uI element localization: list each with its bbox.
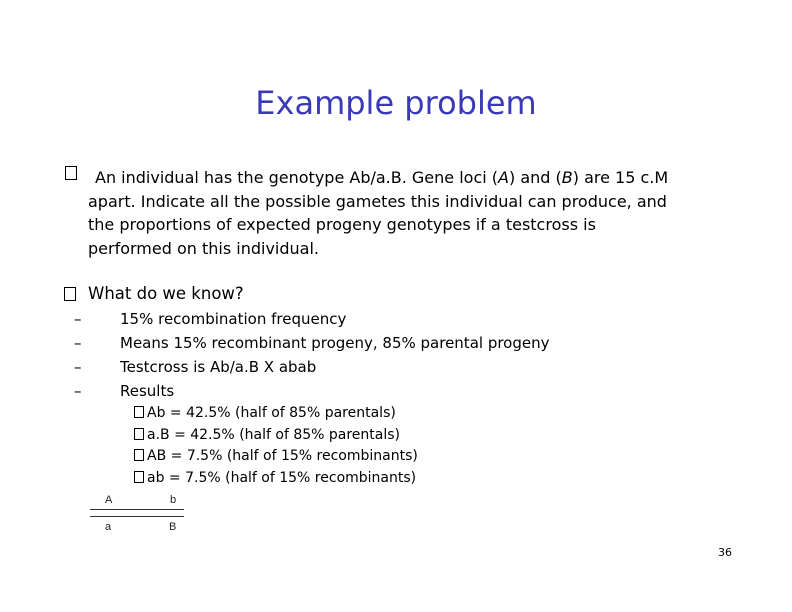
result-item — [134, 405, 396, 421]
locus-b: B — [561, 168, 573, 187]
problem-paragraph — [88, 166, 738, 260]
list-item-text: Means 15% recombinant progeny, 85% parental progeny — [120, 334, 550, 352]
result-item — [134, 448, 418, 464]
list-item-text: Testcross is Ab/a.B X abab — [120, 358, 317, 376]
line1-pre: An individual has the genotype Ab/a.B. Gene loci ( — [95, 168, 499, 187]
paragraph-line-3: the proportions of expected progeny genotypes if a testcross is — [88, 215, 596, 234]
bullet-box-icon — [64, 287, 76, 301]
result-text: AB = 7.5% (half of 15% recombinants) — [147, 448, 418, 464]
chromosome-line-top — [90, 509, 184, 510]
result-item — [134, 470, 416, 486]
paragraph-line-4: performed on this individual. — [88, 238, 319, 258]
result-text: ab = 7.5% (half of 15% recombinants) — [147, 470, 417, 486]
dash-marker: – — [74, 334, 82, 352]
dash-marker: – — [74, 310, 82, 328]
locus-a: A — [498, 168, 509, 187]
list-item-text: Results — [120, 382, 175, 400]
allele-bottom-right: B — [169, 521, 177, 533]
slide-title: Example problem — [255, 84, 537, 122]
result-text: a.B = 42.5% (half of 85% parentals) — [147, 427, 400, 443]
page-number: 36 — [718, 546, 732, 559]
dash-marker: – — [74, 382, 82, 400]
list-item-text: 15% recombination frequency — [120, 310, 347, 328]
allele-top-right: b — [170, 494, 177, 506]
dash-marker: – — [74, 358, 82, 376]
line1-mid: ) and ( — [508, 168, 562, 187]
square-bullet-icon — [134, 406, 144, 418]
allele-bottom-left: a — [105, 521, 112, 533]
paragraph-line-1 — [95, 166, 745, 190]
square-bullet-icon — [134, 449, 144, 461]
chromosome-line-bottom — [90, 516, 184, 517]
square-bullet-icon — [134, 428, 144, 440]
allele-top-left: A — [105, 494, 113, 506]
paragraph-line-2: apart. Indicate all the possible gametes this individual can produce, and — [88, 191, 667, 211]
line1-post: ) are 15 c.M — [572, 168, 669, 187]
question-text: What do we know? — [88, 284, 244, 303]
result-text: Ab = 42.5% (half of 85% parentals) — [147, 405, 396, 421]
square-bullet-icon — [134, 471, 144, 483]
bullet-box-icon — [65, 166, 77, 180]
result-item — [134, 427, 400, 443]
